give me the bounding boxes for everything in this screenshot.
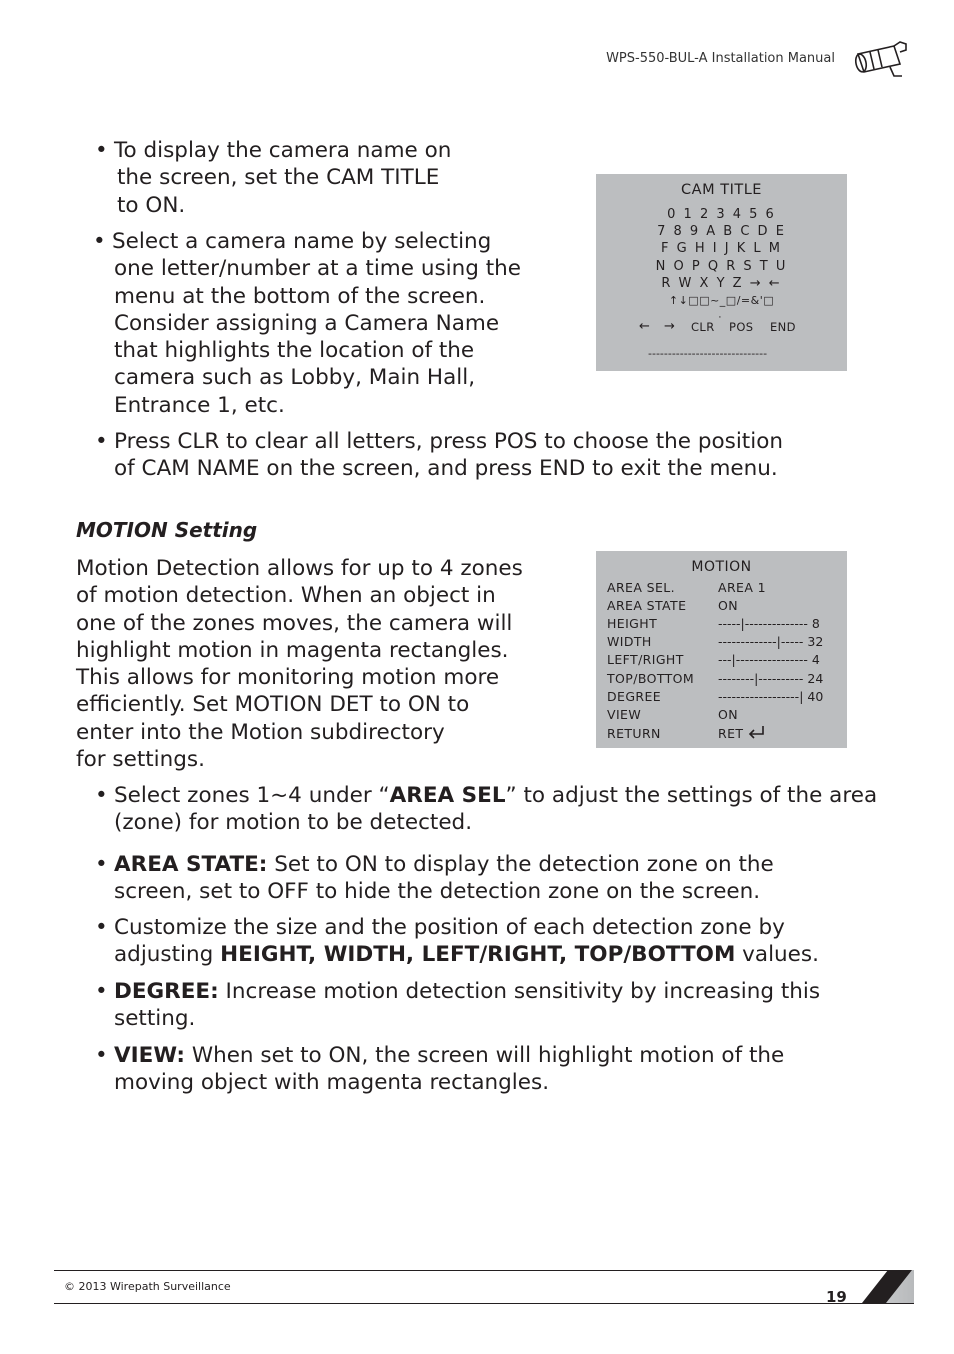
cursor-right-control: → <box>664 319 676 334</box>
bullet-view: • VIEW: When set to ON, the screen will highlight motion of the moving object with magenta rectangles. <box>95 1043 785 1096</box>
osd-title: MOTION <box>691 559 752 575</box>
osd-label-area-sel: AREA SEL. <box>607 580 676 595</box>
osd-slider-top-bottom: --------|---------- 24 <box>718 671 824 686</box>
osd-char-row: 0 1 2 3 4 5 6 <box>667 207 776 222</box>
osd-label-view: VIEW <box>607 707 642 722</box>
osd-label-left-right: LEFT/RIGHT <box>607 652 684 667</box>
clr-mark: ˙ <box>717 314 724 328</box>
osd-title: CAM TITLE <box>681 182 762 198</box>
motion-osd-menu <box>596 551 847 748</box>
osd-value-area-state: ON <box>718 598 738 613</box>
osd-label-top-bottom: TOP/BOTTOM <box>607 671 695 686</box>
osd-char-row: F G H I J K L M <box>661 241 782 256</box>
osd-slider-width: -------------|----- 32 <box>718 634 824 649</box>
osd-char-row: N O P Q R S T U <box>655 259 788 274</box>
bullet-select-camera-name: • Select a camera name by selecting one letter/number at a time using the menu at the bottom of the screen. Consider assigning a Camera Name that highlights the location of the camera such as Lobby, Main Hall, Entrance 1, etc. <box>93 229 522 418</box>
osd-label-height: HEIGHT <box>607 616 658 631</box>
osd-char-row: R W X Y Z → ← <box>661 276 782 291</box>
page-number: 19 <box>826 1288 847 1306</box>
osd-value-area-sel: AREA 1 <box>718 580 767 595</box>
osd-label-width: WIDTH <box>607 634 652 649</box>
bullet-line: adjusting HEIGHT, WIDTH, LEFT/RIGHT, TOP/BOTTOM values. <box>114 942 819 968</box>
osd-slider-height: -----|-------------- 8 <box>718 616 820 631</box>
motion-intro: Motion Detection allows for up to 4 zones of motion detection. When an object in one of the zones moves, the camera will highlight motion in magenta rectangles. This allows for monitoring motion more efficiently. Set MOTION DET to ON to enter into the Motion subdirectory for settings. <box>76 556 523 773</box>
clr-control: CLR <box>691 320 715 334</box>
bullet-line: DEGREE: Increase motion detection sensitivity by increasing this <box>114 979 821 1004</box>
section-heading-motion: MOTION Setting <box>76 518 258 542</box>
osd-value-return: RET <box>718 726 744 741</box>
bullet-line: Select zones 1~4 under “AREA SEL” to adjust the settings of the area <box>114 783 878 808</box>
end-control: END <box>770 320 796 334</box>
manual-title: WPS-550-BUL-A Installation Manual <box>606 51 835 66</box>
osd-value-view: ON <box>718 707 738 722</box>
bullet-area-sel: • Select zones 1~4 under “AREA SEL” to adjust the settings of the area (zone) for motion to be detected. <box>95 783 878 836</box>
osd-label-area-state: AREA STATE <box>607 598 687 613</box>
osd-char-row: ↑↓□□~_□/=&'□ <box>668 294 775 307</box>
bullet-area-state: • AREA STATE: Set to ON to display the detection zone on the screen, set to OFF to hide the detection zone on the screen. <box>95 852 774 905</box>
camera-name-placeholder: ------------------------------ <box>648 347 768 360</box>
osd-char-row: 7 8 9 A B C D E <box>657 224 786 239</box>
enter-arrow-icon <box>748 725 766 739</box>
bullet-line: VIEW: When set to ON, the screen will highlight motion of the <box>114 1043 785 1068</box>
bullet-degree: • DEGREE: Increase motion detection sensitivity by increasing this setting. <box>95 979 821 1032</box>
bullet-cam-title-on: • To display the camera name on the screen, set the CAM TITLE to ON. <box>95 138 452 218</box>
bullet-line: AREA STATE: Set to ON to display the detection zone on the <box>114 852 774 877</box>
osd-label-degree: DEGREE <box>607 689 662 704</box>
osd-label-return: RETURN <box>607 726 661 741</box>
osd-slider-left-right: ---|---------------- 4 <box>718 652 820 667</box>
pos-control: POS <box>729 320 754 334</box>
cam-title-osd-menu <box>596 174 847 371</box>
osd-slider-degree: ------------------| 40 <box>718 689 824 704</box>
bullet-size-position: • Customize the size and the position of each detection zone by adjusting HEIGHT, WIDTH, LEFT/RIGHT, TOP/BOTTOM values. <box>95 915 819 968</box>
footer-copyright: © 2013 Wirepath Surveillance <box>64 1280 231 1293</box>
cursor-left-control: ← <box>639 319 651 334</box>
bullet-clr-pos-end: • Press CLR to clear all letters, press POS to choose the position of CAM NAME on the screen, and press END to exit the menu. <box>95 429 783 482</box>
security-camera-icon <box>850 40 912 80</box>
